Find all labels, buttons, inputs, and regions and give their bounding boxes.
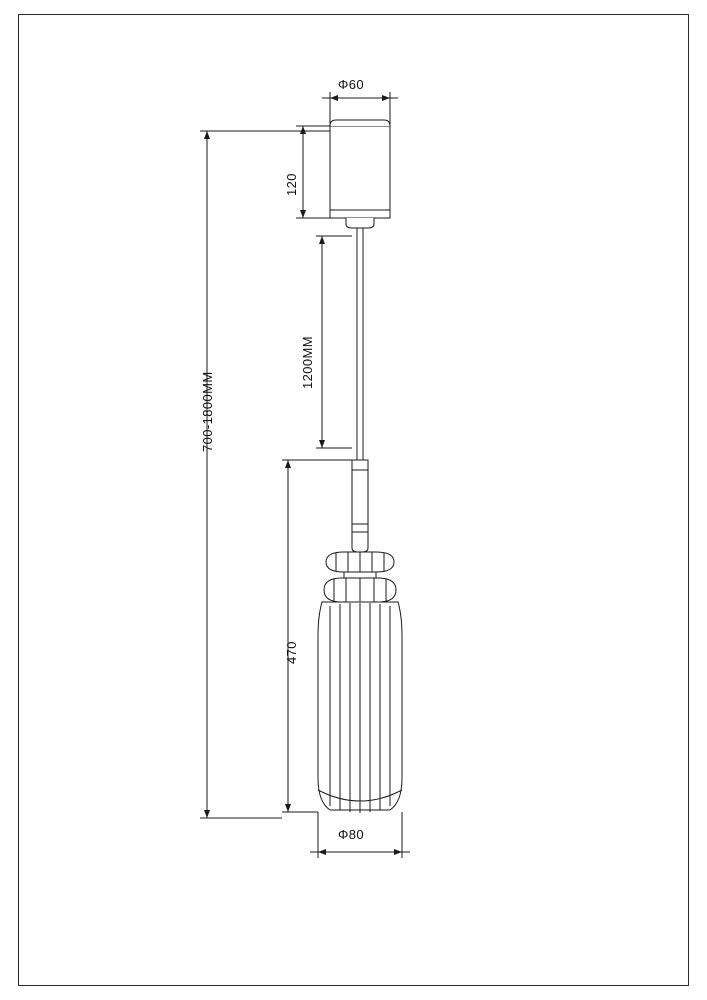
- dim-cord-length: [316, 236, 352, 448]
- suspension-cord: [352, 228, 368, 532]
- label-cord-length: 1200MM: [300, 336, 315, 389]
- dim-canopy-height: [296, 126, 330, 218]
- label-shade-height: 470: [284, 641, 299, 664]
- label-canopy-height: 120: [284, 173, 299, 196]
- label-overall-height: 700-1800MM: [200, 371, 215, 452]
- ribbed-glass-shade: [318, 532, 402, 813]
- canopy-body: [330, 120, 390, 228]
- label-shade-diameter: Φ80: [338, 827, 365, 842]
- dim-overall-height: [200, 131, 330, 818]
- label-canopy-diameter: Φ60: [338, 77, 365, 92]
